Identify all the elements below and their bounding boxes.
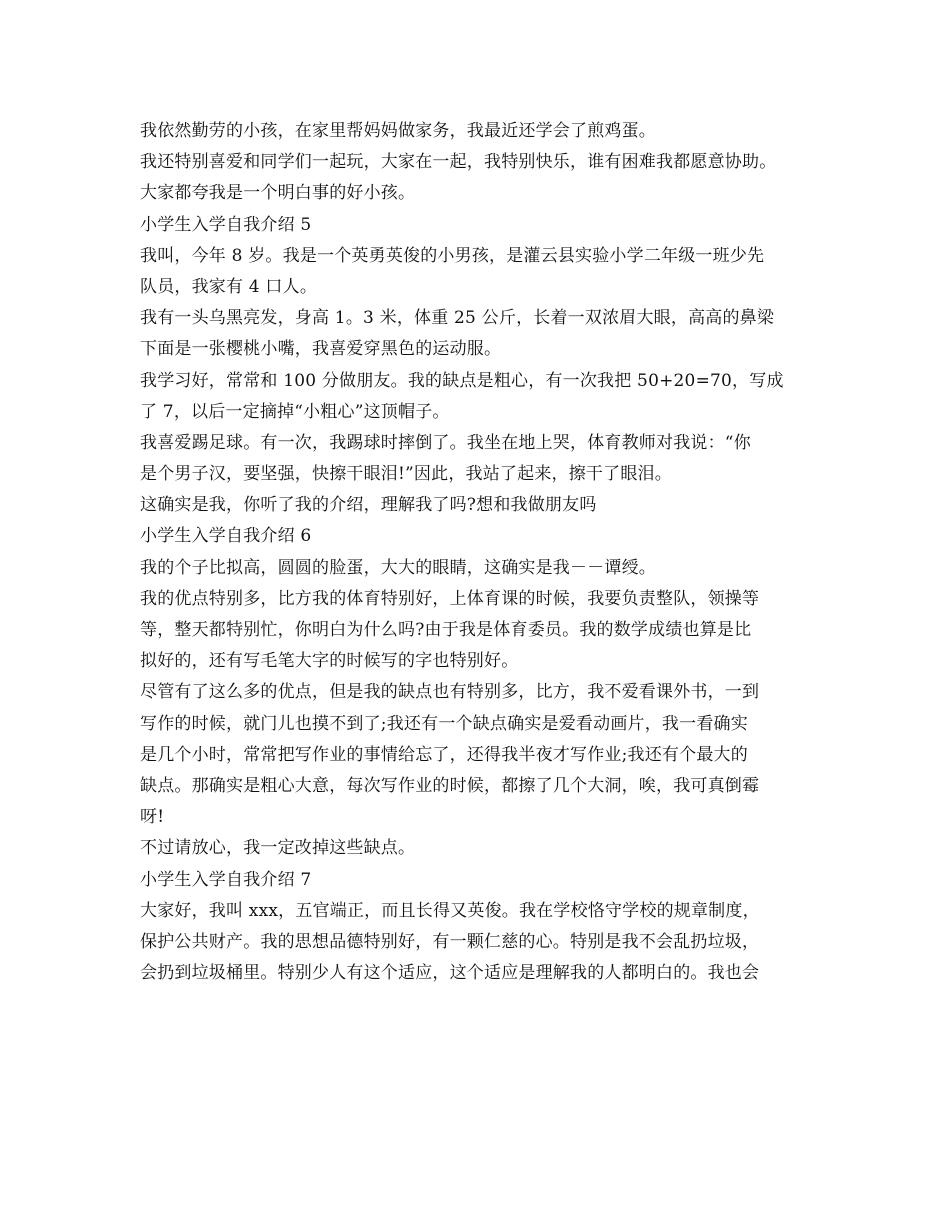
text-line: 队员，我家有 4 口人。 [140, 276, 318, 297]
text-line: 尽管有了这么多的优点，但是我的缺点也有特别多，比方，我不爱看课外书，一到 [140, 682, 760, 703]
text-line: 不过请放心，我一定改掉这些缺点。 [140, 838, 416, 859]
text-line: 了 7，以后一定摘掉“小粗心”这顶帽子。 [140, 401, 450, 422]
text-line: 保护公共财产。我的思想品德特别好，有一颗仁慈的心。特别是我不会乱扔垃圾， [140, 931, 760, 952]
text-line: 我的优点特别多，比方我的体育特别好，上体育课的时候，我要负责整队，领操等 [140, 588, 760, 609]
text-line: 下面是一张樱桃小嘴，我喜爱穿黑色的运动服。 [140, 339, 502, 360]
text-line: 我的个子比拟高，圆圆的脸蛋，大大的眼睛，这确实是我－－谭绶。 [140, 557, 656, 578]
document-body [140, 116, 830, 989]
text-line: 大家都夸我是一个明白事的好小孩。 [140, 183, 416, 204]
text-line: 会扔到垃圾桶里。特别少人有这个适应，这个适应是理解我的人都明白的。我也会 [140, 963, 760, 984]
text-line: 大家好，我叫 xxx，五官端正，而且长得又英俊。我在学校恪守学校的规章制度， [140, 900, 760, 921]
text-line: 我喜爱踢足球。有一次，我踢球时摔倒了。我坐在地上哭，体育教师对我说：“你 [140, 432, 751, 453]
section-heading: 小学生入学自我介绍 5 [140, 214, 312, 235]
section-heading: 小学生入学自我介绍 7 [140, 869, 312, 890]
text-line: 等，整天都特别忙，你明白为什么吗?由于我是体育委员。我的数学成绩也算是比 [140, 620, 752, 640]
text-line: 我还特别喜爱和同学们一起玩，大家在一起，我特别快乐，谁有困难我都愿意协助。 [140, 152, 777, 173]
text-line: 写作的时候，就门儿也摸不到了;我还有一个缺点确实是爱看动画片，我一看确实 [140, 713, 748, 734]
text-line: 我有一头乌黑亮发，身高 1。3 米，体重 25 公斤，长着一双浓眉大眼，高高的鼻梁 [140, 308, 775, 329]
text-line: 呀! [140, 807, 165, 828]
text-line: 我依然勤劳的小孩，在家里帮妈妈做家务，我最近还学会了煎鸡蛋。 [140, 121, 656, 141]
text-line: 是几个小时，常常把写作业的事情给忘了，还得我半夜才写作业;我还有个最大的 [140, 744, 748, 765]
text-line: 缺点。那确实是粗心大意，每次写作业的时候，都擦了几个大洞，唉，我可真倒霉 [140, 775, 760, 796]
section-heading: 小学生入学自我介绍 6 [140, 526, 312, 547]
text-line: 这确实是我，你听了我的介绍，理解我了吗?想和我做朋友吗 [140, 495, 597, 516]
text-line: 我叫，今年 8 岁。我是一个英勇英俊的小男孩，是灌云县实验小学二年级一班少先 [140, 245, 765, 266]
text-line: 我学习好，常常和 100 分做朋友。我的缺点是粗心，有一次我把 50+20=70，写成 [140, 370, 784, 391]
text-line: 是个男子汉，要坚强，快擦干眼泪!”因此，我站了起来，擦干了眼泪。 [140, 464, 672, 485]
text-line: 拟好的，还有写毛笔大字的时候写的字也特别好。 [140, 651, 519, 672]
